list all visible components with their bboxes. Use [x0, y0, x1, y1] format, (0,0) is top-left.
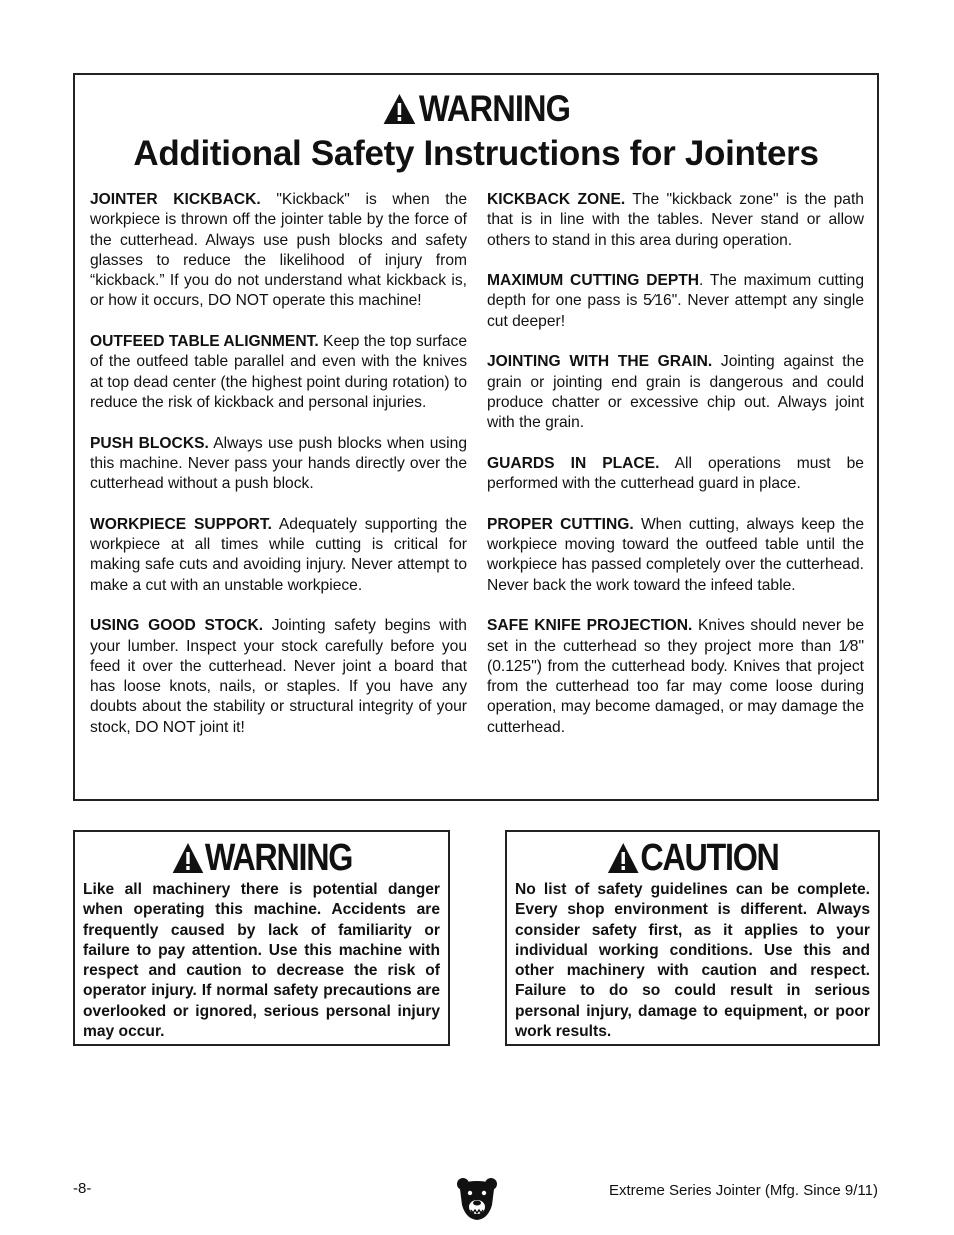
- instruction-heading: USING GOOD STOCK.: [90, 617, 264, 635]
- page-title: Additional Safety Instructions for Jointers: [133, 134, 819, 173]
- warning-box-text: Like all machinery there is potential danger when operating this machine. Accidents are frequently caused by lack of familiarity or failure to pay attention. Use this machine with respect and caution to decrease the risk of operator injury. If normal safety precautions are overlooked or ignored, serious personal injury may occur.: [83, 881, 440, 1041]
- bear-head-logo: [456, 1177, 498, 1226]
- caution-box-heading: [535, 838, 850, 878]
- instruction-paragraph: [90, 434, 467, 495]
- warning-box-heading: [103, 838, 420, 878]
- warning-heading: [123, 89, 829, 129]
- instruction-paragraph: [90, 515, 467, 596]
- instruction-heading: MAXIMUM CUTTING DEPTH: [487, 272, 700, 290]
- instruction-paragraph: [487, 616, 864, 738]
- instruction-heading: KICKBACK ZONE.: [487, 191, 626, 208]
- instruction-text: Jointing safety begins with your lumber. Inspect your stock carefully before you feed it over the cutterhead. Never joint a board that has loose knots, nails, or staples. If you have any doubts about the stability or structural integrity of your stock, DO NOT joint it!: [90, 617, 467, 736]
- instruction-text: . The maximum cutting depth for one pass is 5⁄16". Never attempt any single cut deeper!: [487, 272, 864, 330]
- instruction-text: All operations must be performed with the cutterhead guard in place.: [487, 454, 864, 493]
- warning-box: [73, 830, 450, 1046]
- warning-triangle-icon: [606, 841, 640, 875]
- caution-box-text: No list of safety guidelines can be complete. Every shop environment is different. Always consider safety first, as it applies to your individual working conditions. Use this and other machinery with caution and respect. Failure to do so could result in serious personal injury, damage to equipment, or poor work results.: [515, 881, 870, 1041]
- caution-box-label: CAUTION: [640, 836, 779, 879]
- instruction-paragraph: [90, 616, 467, 738]
- instruction-text: Jointing against the grain or jointing end grain is dangerous and could produce chatter or excessive chip out. Always joint with the grain.: [487, 353, 864, 432]
- instruction-text: Adequately supporting the workpiece at all times while cutting is critical for making safe cuts and avoiding injury. Never attempt to make a cut with an unstable workpiece.: [90, 515, 468, 594]
- instruction-heading: SAFE KNIFE PROJECTION.: [487, 617, 693, 635]
- warning-box-label: WARNING: [204, 836, 353, 879]
- instruction-paragraph: [487, 271, 864, 332]
- instruction-text: When cutting, always keep the workpiece moving toward the outfeed table until the workpiece has passed completely over the cutterhead. Never back the work toward the infeed table.: [487, 515, 864, 594]
- instruction-heading: OUTFEED TABLE ALIGNMENT.: [90, 333, 319, 351]
- instruction-paragraph: [487, 515, 864, 596]
- warning-triangle-icon: [382, 92, 417, 126]
- page-number: -8-: [73, 1180, 92, 1197]
- warning-label: WARNING: [418, 88, 571, 129]
- safety-instructions-box: [73, 73, 879, 801]
- instruction-paragraph: [487, 190, 864, 251]
- instruction-heading: GUARDS IN PLACE.: [487, 454, 660, 472]
- main-header: [75, 89, 877, 174]
- warning-triangle-icon: [171, 841, 205, 875]
- instruction-heading: JOINTING WITH THE GRAIN.: [487, 353, 713, 371]
- instruction-text: Knives should never be set in the cutterhead so they project more than 1⁄8" (0.125") from the cutterhead body. Knives that project from the cutterhead too far may come loose during operation, may become damaged, or may damage the cutterhead.: [487, 617, 865, 736]
- instruction-paragraph: [487, 352, 864, 433]
- instruction-text: Always use push blocks when using this machine. Never pass your hands directly over the cutterhead without a push block.: [90, 434, 467, 493]
- instruction-paragraph: [90, 332, 467, 413]
- left-column: [90, 190, 467, 758]
- instruction-paragraph: [90, 190, 467, 312]
- right-column: [487, 190, 864, 758]
- instruction-heading: PROPER CUTTING.: [487, 515, 634, 533]
- caution-box: [505, 830, 880, 1046]
- instruction-text: The "kickback zone" is the path that is in line with the tables. Never stand or allow others to stand in this area during operation.: [487, 191, 864, 249]
- instruction-text: Keep the top surface of the outfeed table parallel and even with the knives at top dead center (the highest point during rotation) to reduce the risk of kickback and personal injuries.: [90, 333, 467, 411]
- instruction-heading: JOINTER KICKBACK.: [90, 191, 261, 208]
- instruction-text: "Kickback" is when the workpiece is thrown off the jointer table by the force of the cutterhead. Always use push blocks and safety glasses to reduce the likelihood of injury from “kickback.” If you do not understand what kickback is, or how it occurs, DO NOT operate this machine!: [90, 191, 467, 310]
- instruction-heading: PUSH BLOCKS.: [90, 434, 209, 452]
- instruction-heading: WORKPIECE SUPPORT.: [90, 515, 272, 533]
- document-title: Extreme Series Jointer (Mfg. Since 9/11): [609, 1182, 878, 1199]
- instruction-paragraph: [487, 454, 864, 495]
